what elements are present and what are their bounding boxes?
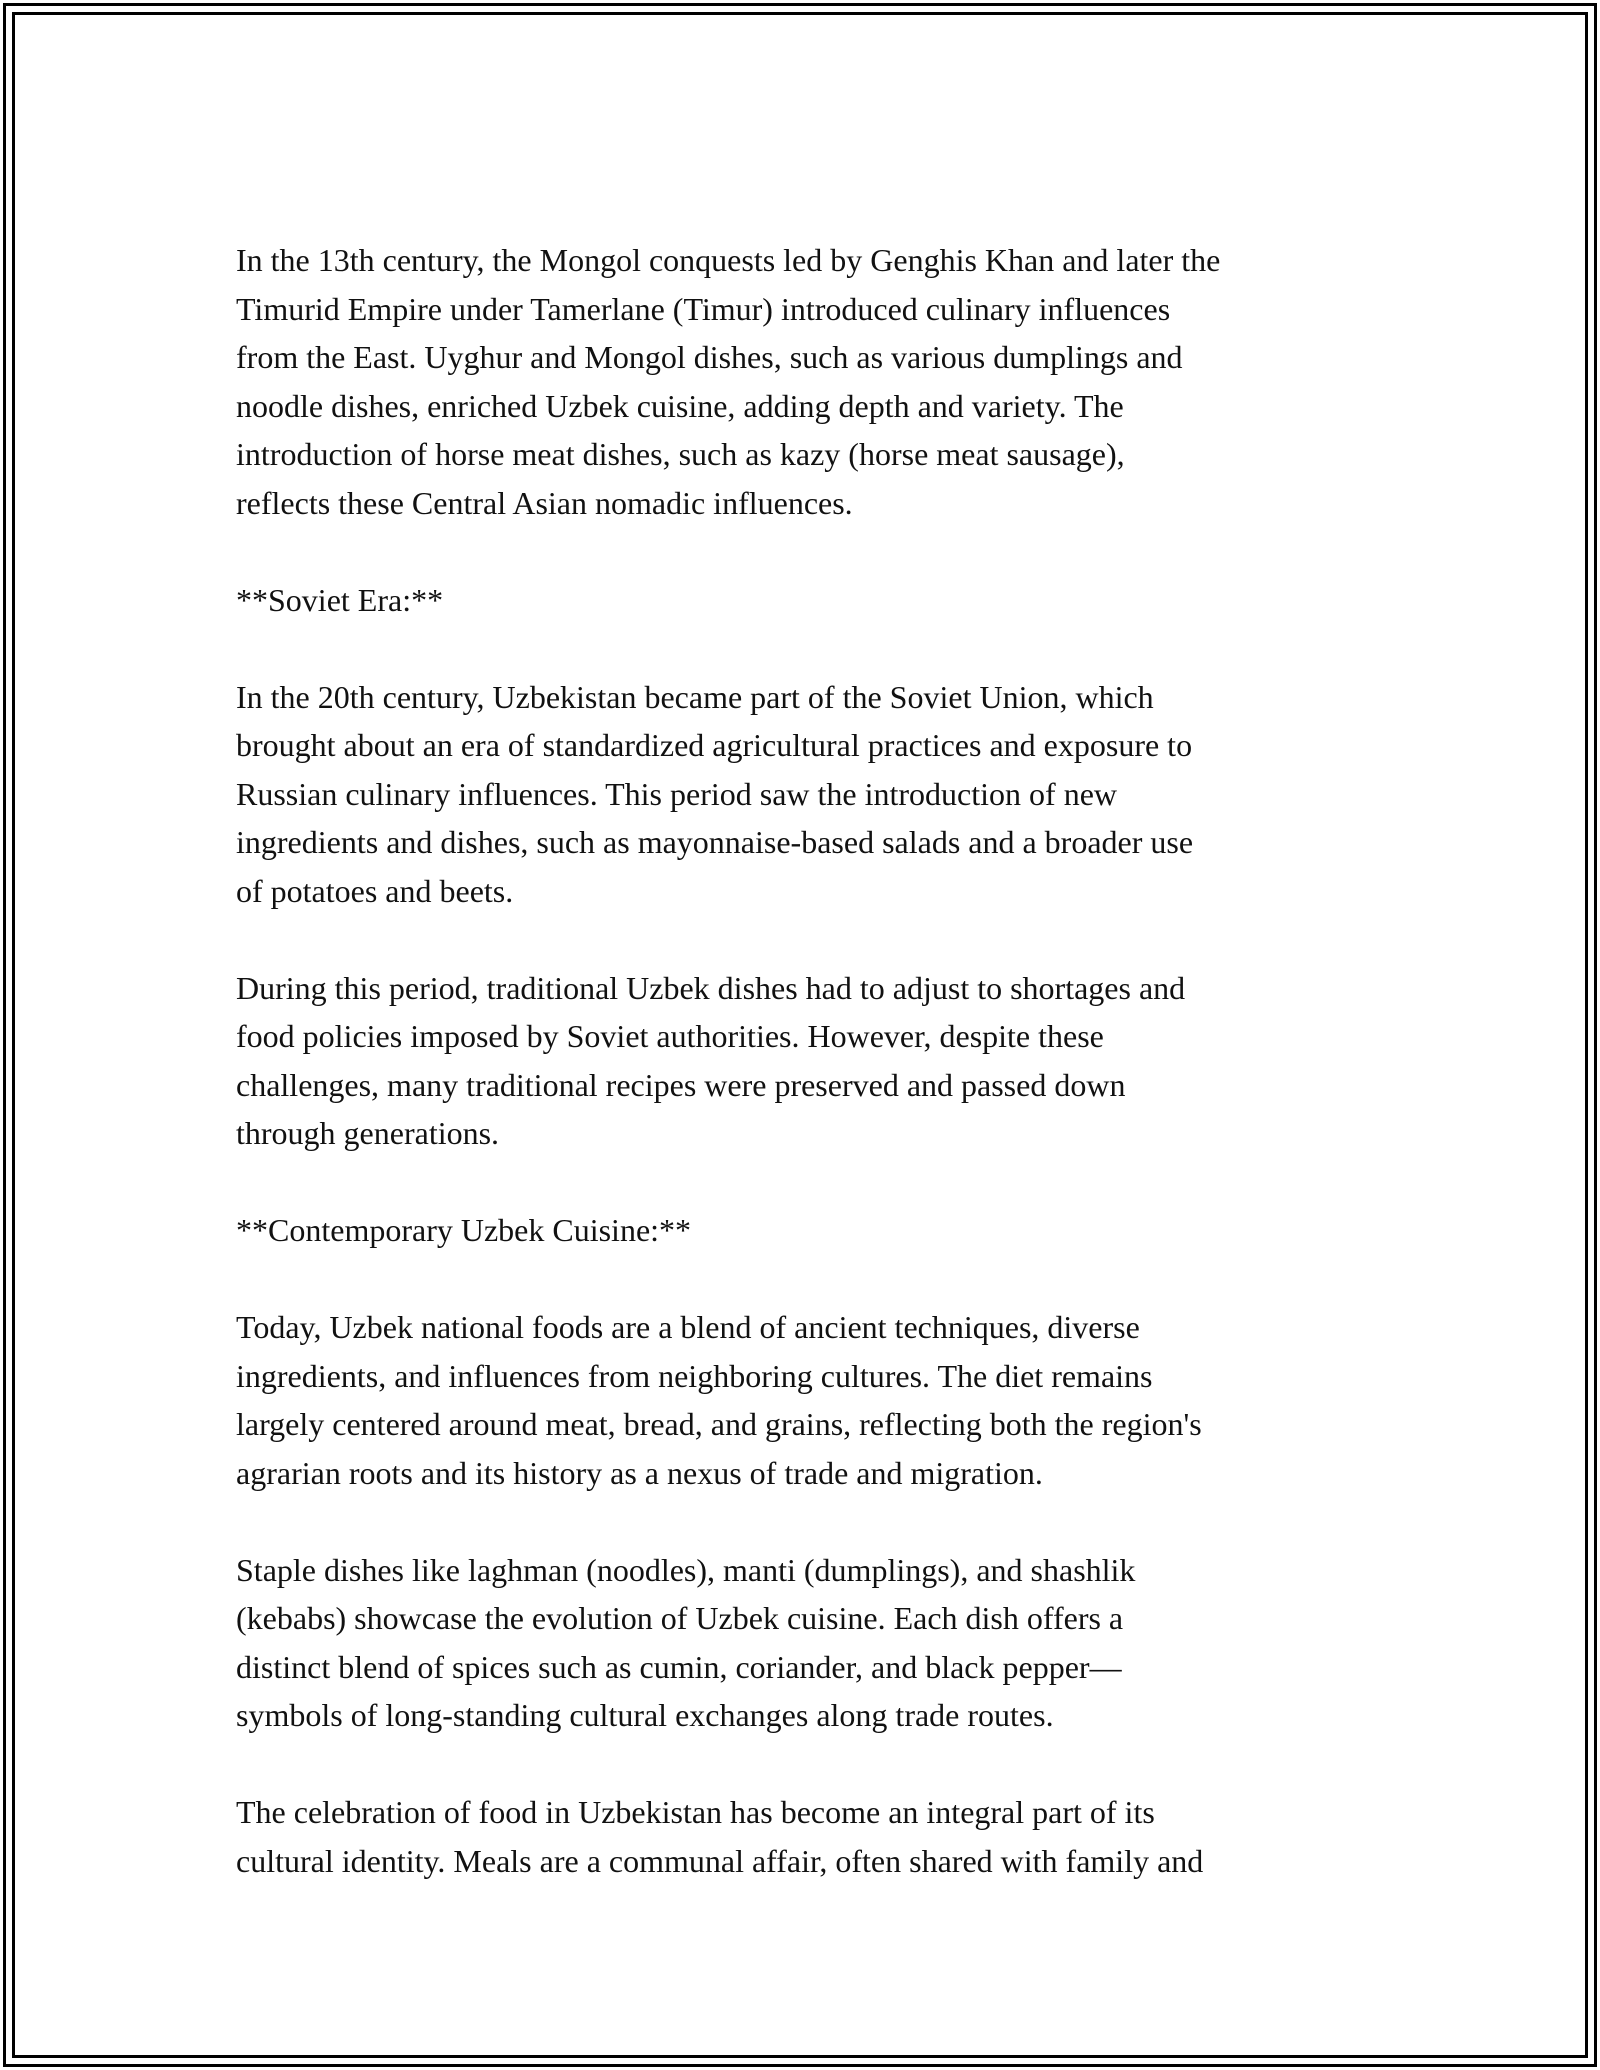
text-line: distinct blend of spices such as cumin, coriander, and black pepper— bbox=[236, 1648, 1122, 1685]
paragraph bbox=[236, 236, 1386, 527]
text-line: During this period, traditional Uzbek dishes had to adjust to shortages and bbox=[236, 969, 1186, 1006]
paragraph-spacer bbox=[236, 1255, 1386, 1304]
paragraph-spacer bbox=[236, 915, 1386, 964]
text-line: agrarian roots and its history as a nexus of trade and migration. bbox=[236, 1454, 1043, 1491]
paragraph-spacer bbox=[236, 624, 1386, 673]
text-line: food policies imposed by Soviet authorities. However, despite these bbox=[236, 1018, 1104, 1054]
text-line: Russian culinary influences. This period saw the introduction of new bbox=[236, 775, 1117, 812]
text-line: symbols of long-standing cultural exchanges along trade routes. bbox=[236, 1697, 1054, 1733]
text-line: The celebration of food in Uzbekistan has become an integral part of its bbox=[236, 1794, 1155, 1830]
paragraph bbox=[236, 673, 1386, 916]
text-line: brought about an era of standardized agricultural practices and exposure to bbox=[236, 727, 1193, 763]
paragraph-spacer bbox=[236, 1497, 1386, 1546]
text-line: Today, Uzbek national foods are a blend of ancient techniques, diverse bbox=[236, 1309, 1140, 1345]
paragraph bbox=[236, 1303, 1386, 1497]
text-line: of potatoes and beets. bbox=[236, 872, 514, 909]
text-line: cultural identity. Meals are a communal affair, often shared with family and bbox=[236, 1842, 1204, 1879]
paragraph-spacer bbox=[236, 1158, 1386, 1207]
text-line: In the 13th century, the Mongol conquests led by Genghis Khan and later the bbox=[236, 242, 1221, 278]
heading-text: **Soviet Era:** bbox=[236, 581, 444, 618]
paragraph bbox=[236, 964, 1386, 1158]
paragraph-spacer bbox=[236, 1740, 1386, 1789]
section-heading bbox=[236, 576, 1386, 625]
document-body bbox=[236, 236, 1386, 1885]
text-line: introduction of horse meat dishes, such as kazy (horse meat sausage), bbox=[236, 436, 1125, 472]
text-line: largely centered around meat, bread, and grains, reflecting both the region's bbox=[236, 1406, 1202, 1442]
section-heading bbox=[236, 1206, 1386, 1255]
text-line: reflects these Central Asian nomadic influences. bbox=[236, 484, 853, 521]
text-line: Staple dishes like laghman (noodles), manti (dumplings), and shashlik bbox=[236, 1551, 1136, 1588]
text-line: (kebabs) showcase the evolution of Uzbek cuisine. Each dish offers a bbox=[236, 1600, 1124, 1636]
text-line: Timurid Empire under Tamerlane (Timur) introduced culinary influences bbox=[236, 290, 1171, 327]
text-line: ingredients, and influences from neighboring cultures. The diet remains bbox=[236, 1357, 1153, 1394]
text-line: noodle dishes, enriched Uzbek cuisine, adding depth and variety. The bbox=[236, 387, 1124, 424]
text-line: challenges, many traditional recipes were preserved and passed down bbox=[236, 1066, 1126, 1103]
text-line: In the 20th century, Uzbekistan became part of the Soviet Union, which bbox=[236, 678, 1154, 715]
paragraph-spacer bbox=[236, 527, 1386, 576]
text-line: ingredients and dishes, such as mayonnaise-based salads and a broader use bbox=[236, 824, 1194, 860]
paragraph bbox=[236, 1788, 1386, 1885]
paragraph bbox=[236, 1546, 1386, 1740]
heading-text: **Contemporary Uzbek Cuisine:** bbox=[236, 1212, 692, 1248]
text-line: from the East. Uyghur and Mongol dishes, such as various dumplings and bbox=[236, 339, 1183, 375]
text-line: through generations. bbox=[236, 1115, 500, 1151]
